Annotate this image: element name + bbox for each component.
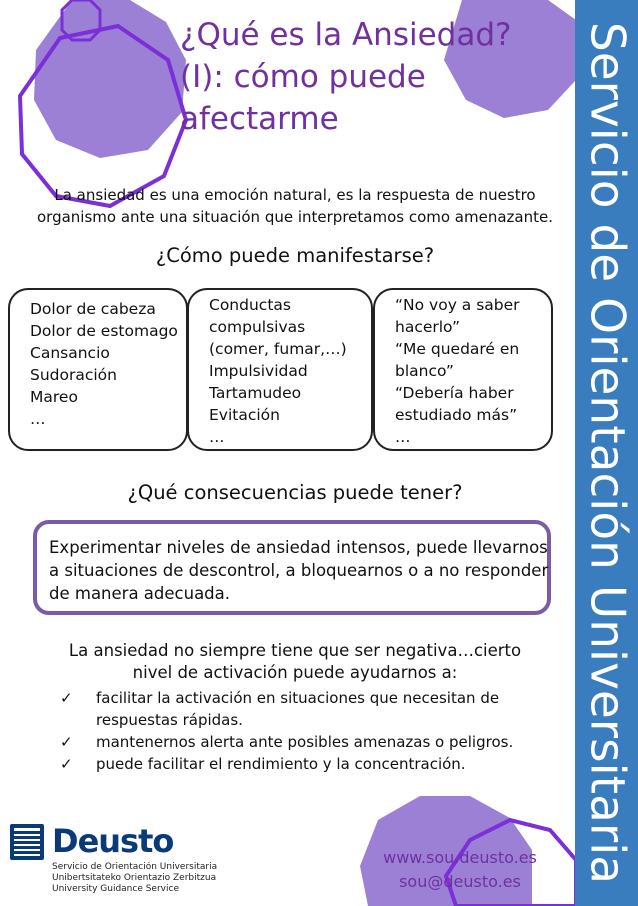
logo-line-1: Servicio de Orientación Universitaria	[52, 862, 218, 872]
box2-item: compulsivas	[209, 318, 306, 336]
box1-item: Cansancio	[30, 344, 110, 362]
consequences-box	[33, 520, 551, 615]
box2-item: Conductas	[209, 296, 291, 314]
consequences-heading: ¿Qué consecuencias puede tener?	[127, 481, 463, 504]
octagon-filled-top-left	[34, 0, 186, 158]
title-line-1: ¿Qué es la Ansiedad?	[180, 17, 512, 53]
benefits-list	[60, 687, 560, 775]
check-icon: ✓	[60, 755, 73, 773]
check-icon: ✓	[60, 733, 73, 751]
cognitive-symptoms-box	[373, 288, 553, 451]
vertical-sidebar	[575, 0, 638, 906]
list-item-text: mantenernos alerta ante posibles amenazas o peligros.	[96, 733, 514, 751]
list-item	[60, 731, 560, 753]
box2-item: Impulsividad	[209, 362, 308, 380]
consequences-line-3: de manera adecuada.	[49, 584, 231, 603]
intro-paragraph	[30, 184, 560, 228]
box2-item: …	[209, 428, 225, 446]
list-item-text: facilitar la activación en situaciones que necesitan de	[96, 689, 500, 707]
box2-item: Evitación	[209, 406, 280, 424]
box2-item: Tartamudeo	[209, 384, 302, 402]
box3-item: …	[395, 428, 411, 446]
box2-item: (comer, fumar,…)	[209, 340, 347, 358]
intro-line-2: organismo ante una situación que interpretamos como amenazante.	[37, 208, 553, 226]
box3-item: hacerlo”	[395, 318, 461, 336]
box3-item: estudiado más”	[395, 406, 518, 424]
contact-info	[365, 846, 555, 894]
check-icon: ✓	[60, 689, 73, 707]
logo-line-2: Unibertsitateko Orientazio Zerbitzua	[52, 873, 217, 883]
positive-line-2: nivel de activación puede ayudarnos a:	[132, 663, 458, 682]
consequences-line-2: a situaciones de descontrol, a bloquearnos o a no responder	[49, 561, 549, 580]
behavioral-symptoms-box	[187, 288, 373, 451]
list-item-text: puede facilitar el rendimiento y la concentración.	[96, 755, 466, 773]
box1-item: Dolor de estomago	[30, 322, 178, 340]
list-item-text: respuestas rápidas.	[96, 711, 243, 729]
box1-item: Dolor de cabeza	[30, 300, 156, 318]
intro-line-1: La ansiedad es una emoción natural, es la respuesta de nuestro	[54, 186, 536, 204]
page-title	[180, 14, 511, 140]
box3-item: “Debería haber	[395, 384, 514, 402]
logo-wordmark: Deusto	[52, 822, 174, 860]
box1-item: Mareo	[30, 388, 78, 406]
box3-item: “Me quedaré en	[395, 340, 520, 358]
consequences-line-1: Experimentar niveles de ansiedad intensos, puede llevarnos	[49, 538, 548, 557]
box3-item: blanco”	[395, 362, 454, 380]
manifest-heading: ¿Cómo puede manifestarse?	[155, 244, 435, 267]
website-link[interactable]: www.sou.deusto.es	[383, 848, 537, 867]
list-item	[60, 753, 560, 775]
title-line-2: (I): cómo puede	[180, 59, 426, 95]
list-item	[60, 687, 560, 731]
box1-item: …	[30, 410, 46, 428]
logo-subtitle	[52, 862, 217, 895]
physical-symptoms-box	[8, 288, 188, 451]
title-line-3: afectarme	[180, 101, 339, 137]
sidebar-title: Servicio de Orientación Universitaria	[579, 21, 634, 885]
positive-heading	[40, 640, 550, 684]
logo-line-3: University Guidance Service	[52, 884, 179, 894]
email-link[interactable]: sou@deusto.es	[399, 872, 521, 891]
box3-item: “No voy a saber	[395, 296, 520, 314]
deusto-emblem-icon	[10, 824, 44, 860]
box1-item: Sudoración	[30, 366, 117, 384]
positive-line-1: La ansiedad no siempre tiene que ser negativa…cierto	[68, 641, 522, 660]
